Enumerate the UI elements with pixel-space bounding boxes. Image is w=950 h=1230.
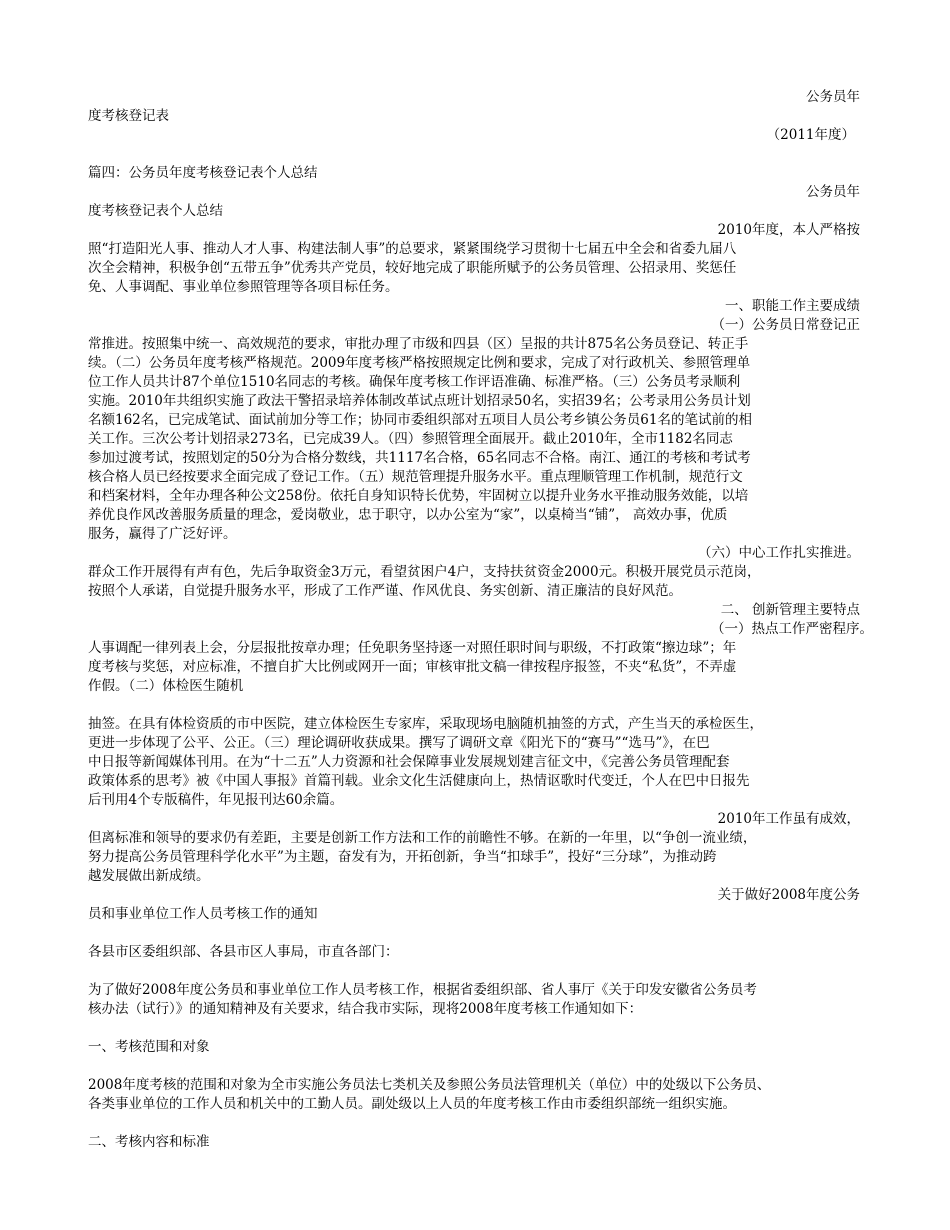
year-label: （2011年度） — [766, 127, 855, 143]
body-line: 和档案材料，全年办理各种公文258份。依托自身知识特长优势，牢固树立以提升业务水平推动服务效能，以培 — [88, 488, 749, 504]
body-line: 为了做好2008年度公务员和事业单位工作人员考核工作，根据省委组织部、省人事厅《关于印发安徽省公务员考 — [88, 982, 757, 998]
body-line: 免、人事调配、事业单位参照管理等各项目标任务。 — [88, 279, 399, 295]
body-line: 实施。2010年共组织实施了政法干警招录培养体制改革试点班计划招录50名，实招39名；公考录用公务员计划 — [88, 393, 751, 409]
subsection-heading: 二、 创新管理主要特点 — [720, 602, 860, 618]
subsection-heading: 一、考核范围和对象 — [88, 1039, 210, 1055]
body-line: 照“打造阳光人事、推动人才人事、构建法制人事”的总要求，紧紧围绕学习贯彻十七届五中全会和省委九届八 — [88, 241, 737, 257]
body-line: 作假。（二）体检医生随机 — [88, 678, 244, 694]
body-line: 但离标准和领导的要求仍有差距，主要是创新工作方法和工作的前瞻性不够。在新的一年里，以“争创一流业绩， — [88, 830, 757, 846]
body-line: 抽签。在具有体检资质的市中医院，建立体检医生专家库，采取现场电脑随机抽签的方式，产生当天的承检医生， — [88, 716, 763, 732]
body-line: 度考核与奖惩，对应标准，不擅自扩大比例或网开一面；审核审批文稿一律按程序报签，不夹“私货”，不弄虚 — [88, 659, 737, 675]
body-line: 人事调配一律列表上会，分层报批按章办理；任免职务坚持逐一对照任职时间与职级，不打政策“擦边球”；年 — [88, 640, 737, 656]
body-line: 政策体系的思考》被《中国人事报》首篇刊载。业余文化生活健康向上，热情讴歌时代变迁，个人在巴中日报先 — [88, 773, 750, 789]
body-line: 位工作人员共计87个单位1510名同志的考核。确保年度考核工作评语准确、标准严格。（三）公务员考录顺利 — [88, 374, 741, 390]
notice-title-line: 员和事业单位工作人员考核工作的通知 — [88, 906, 318, 922]
paragraph-start: 2010年工作虽有成效， — [717, 811, 860, 827]
paragraph-start: （一）公务员日常登记正 — [711, 317, 860, 333]
body-line: 越发展做出新成绩。 — [88, 868, 210, 884]
body-line: 群众工作开展得有声有色，先后争取资金3万元，看望贫困户4户，支持扶贫资金2000元。积极开展党员示范岗， — [88, 564, 761, 580]
paragraph-start: 2010年度，本人严格按 — [717, 222, 860, 238]
body-line: 各类事业单位的工作人员和机关中的工勤人员。副处级以上人员的年度考核工作由市委组织部统一组织实施。 — [88, 1096, 736, 1112]
body-line: 名额162名，已完成笔试、面试前加分等工作；协同市委组织部对五项目人员公考乡镇公务员61名的笔试前的相 — [88, 412, 752, 428]
paragraph-start: （六）中心工作扎实推进。 — [698, 545, 860, 561]
body-line: 中日报等新闻媒体刊用。在为“十二五”人力资源和社会保障事业发展规划建言征文中，《完善公务员管理配套 — [88, 754, 730, 770]
paragraph-start: （一）热点工作严密程序。 — [711, 621, 873, 637]
subsection-heading: 一、职能工作主要成绩 — [725, 298, 860, 314]
body-line: 续。（二）公务员年度考核严格规范。2009年度考核严格按照规定比例和要求，完成了对行政机关、参照管理单 — [88, 355, 751, 371]
body-line: 更进一步体现了公平、公正。（三）理论调研收获成果。撰写了调研文章《阳光下的“赛马”“选马”》，在巴 — [88, 735, 710, 751]
body-line: 努力提高公务员管理科学化水平”为主题，奋发有为，开拓创新，争当“扣球手”，投好“三分球”，为推动跨 — [88, 849, 717, 865]
subsection-heading: 二、考核内容和标准 — [88, 1134, 210, 1150]
body-line: 养优良作风改善服务质量的理念，爱岗敬业，忠于职守，以办公室为“家”，以桌椅当“铺”， 高效办事，优质 — [88, 507, 728, 523]
body-line: 参加过渡考试，按照划定的50分为合格分数线，共1117名合格，65名同志不合格。南江、通江的考核和考试考 — [88, 450, 751, 466]
body-line: 按照个人承诺，自觉提升服务水平，形成了工作严谨、作风优良、务实创新、清正廉洁的良好风范。 — [88, 583, 682, 599]
notice-salutation: 各县市区委组织部、各县市区人事局，市直各部门： — [88, 944, 399, 960]
title-fragment-line: 公务员年 — [806, 184, 860, 200]
body-line: 核办法（试行）》的通知精神及有关要求，结合我市实际，现将2008年度考核工作通知如下： — [88, 1001, 643, 1017]
body-line: 关工作。三次公考计划招录273名，已完成39人。（四）参照管理全面展开。截止2010年，全市1182名同志 — [88, 431, 733, 447]
title-line: 度考核登记表 — [88, 108, 169, 124]
body-line: 次全会精神，积极争创“五带五争”优秀共产党员，较好地完成了职能所赋予的公务员管理、公招录用、奖惩任 — [88, 260, 737, 276]
body-line: 核合格人员已经按要求全面完成了登记工作。（五）规范管理提升服务水平。重点理顺管理工作机制，规范行文 — [88, 469, 743, 485]
section-heading: 篇四：公务员年度考核登记表个人总结 — [88, 165, 318, 181]
body-line: 后刊用4个专版稿件，年见报刊达60余篇。 — [88, 792, 344, 808]
body-line: 服务，赢得了广泛好评。 — [88, 526, 237, 542]
title-fragment-line: 公务员年 — [806, 89, 860, 105]
notice-title-fragment: 关于做好2008年度公务 — [717, 887, 860, 903]
title-line: 度考核登记表个人总结 — [88, 203, 223, 219]
body-line: 2008年度考核的范围和对象为全市实施公务员法七类机关及参照公务员法管理机关（单位）中的处级以下公务员、 — [88, 1077, 771, 1093]
body-line: 常推进。按照集中统一、高效规范的要求，审批办理了市级和四县（区）呈报的共计875名公务员登记、转正手 — [88, 336, 749, 352]
